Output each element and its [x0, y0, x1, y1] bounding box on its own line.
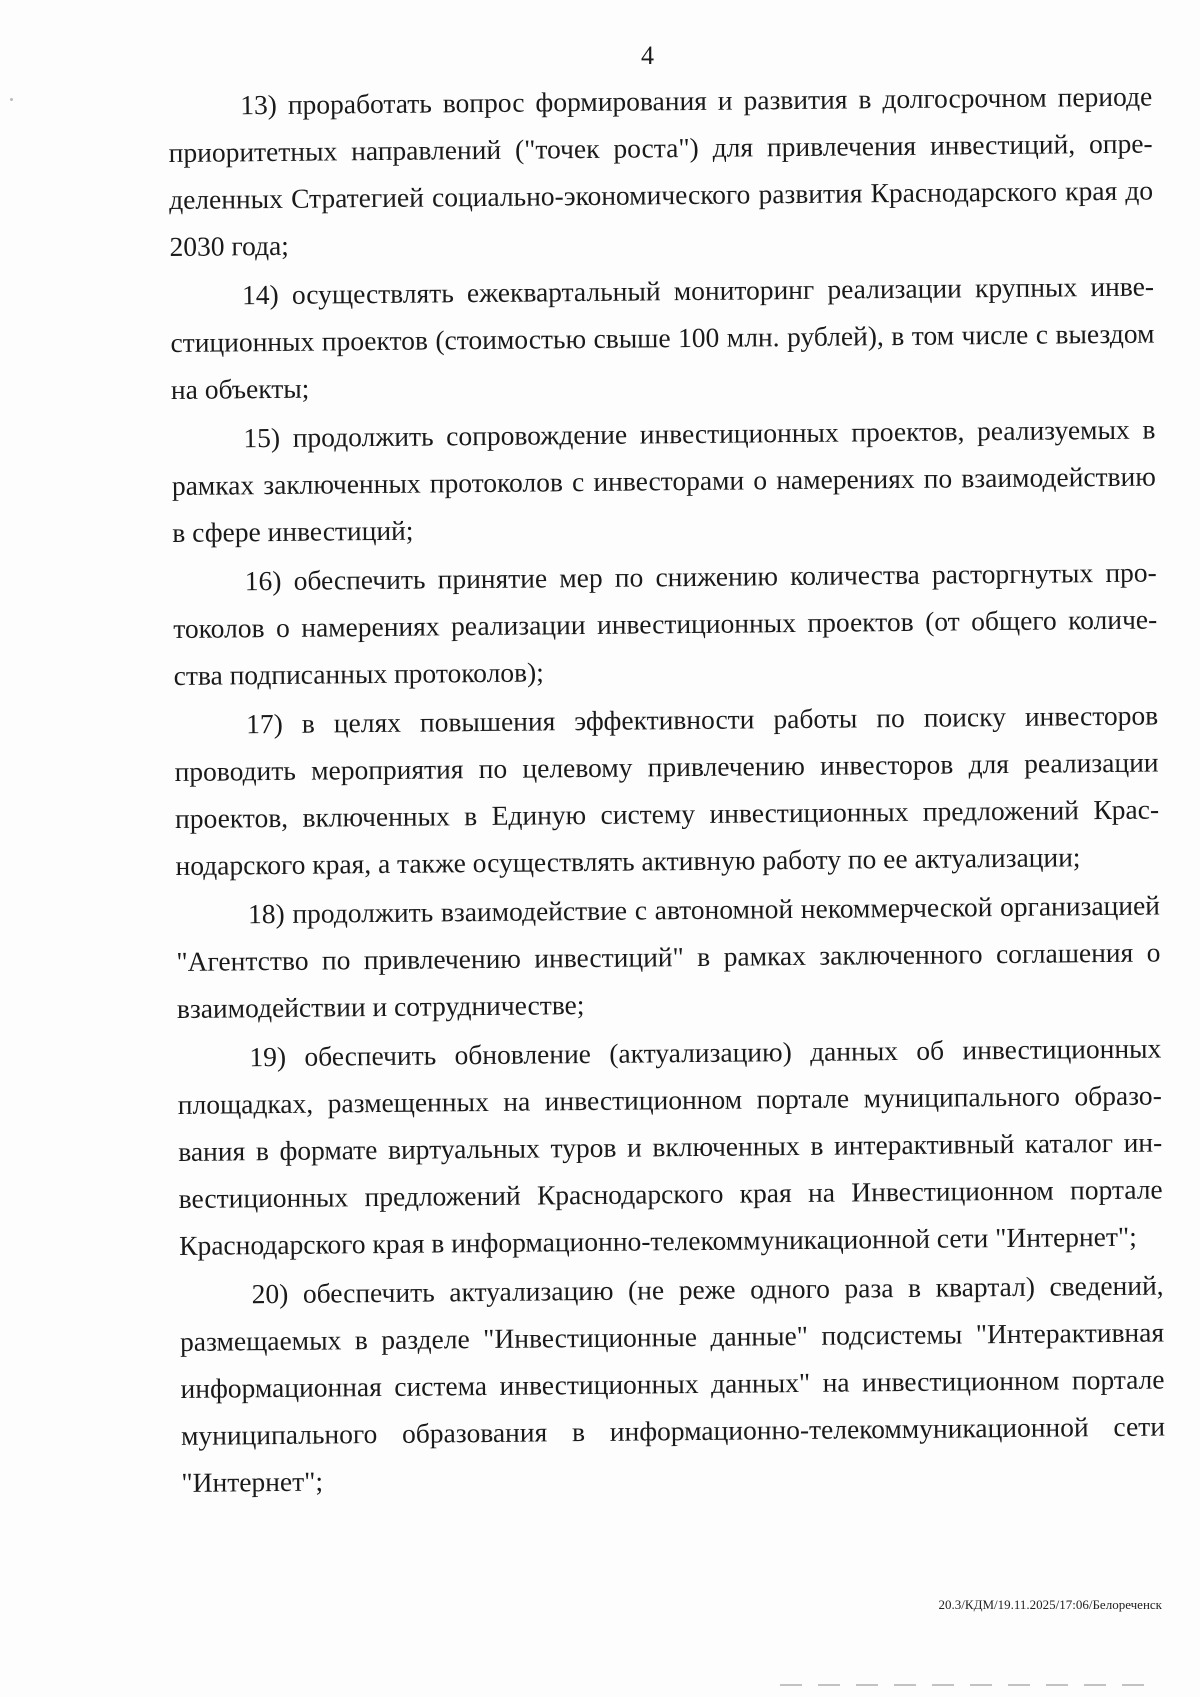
list-item-13: 13) проработать вопрос формирования и развития в долгосрочном периоде приоритетных направлений ("точек роста") для привлечения инвестиций, определенных Стратегией социально-экономического развития Краснодарского края до 2030 года;	[168, 80, 1154, 262]
list-item-15: 15) продолжить сопровождение инвестиционных проектов, реализуемых в рамках заключенных протоколов с инвесторами о намерениях по взаимодействию в сфере инвестиций;	[171, 413, 1156, 548]
scan-artifact	[10, 98, 13, 101]
list-item-14: 14) осуществлять ежеквартальный мониторинг реализации крупных инвестиционных проектов (стоимостью свыше 100 млн. рублей), в том числе с выездом на объекты;	[170, 270, 1155, 405]
scan-artifact-line	[780, 1684, 1160, 1686]
document-registration-code: 20.3/КДМ/19.11.2025/17:06/Белореченск	[938, 1597, 1162, 1612]
document-body	[168, 73, 1166, 1506]
list-item-19: 19) обеспечить обновление (актуализацию) данных об инвестиционных площадках, размещенных на инвестиционном портале муниципального образования в формате виртуальных туров и включенных в интерактивный каталог инвестиционных предложений Краснодарского края на Инвестиционном портале Краснодарского края в информационно-телекоммуникационной сети "Интернет";	[177, 1032, 1163, 1261]
list-item-16: 16) обеспечить принятие мер по снижению количества расторгнутых протоколов о намерениях реализации инвестиционных проектов (от общего количества подписанных протоколов);	[173, 556, 1158, 691]
list-item-18: 18) продолжить взаимодействие с автономной некоммерческой организацией "Агентство по привлечению инвестиций" в рамках заключенного соглашения о взаимодействии и сотрудничестве;	[176, 889, 1161, 1024]
page-number: 4	[641, 41, 654, 70]
list-item-17: 17) в целях повышения эффективности работы по поиску инвесторов проводить мероприятия по целевому привлечению инвесторов для реализации проектов, включенных в Единую систему инвестиционных предложений Краснодарского края, а также осуществлять активную работу по ее актуализации;	[174, 699, 1160, 881]
list-item-20: 20) обеспечить актуализацию (не реже одного раза в квартал) сведений, размещаемых в разделе "Инвестиционные данные" подсистемы "Интерактивная информационная система инвестиционных данных" на инвестиционном портале муниципального образования в информационно-телекоммуникационной сети "Интернет";	[179, 1269, 1166, 1498]
